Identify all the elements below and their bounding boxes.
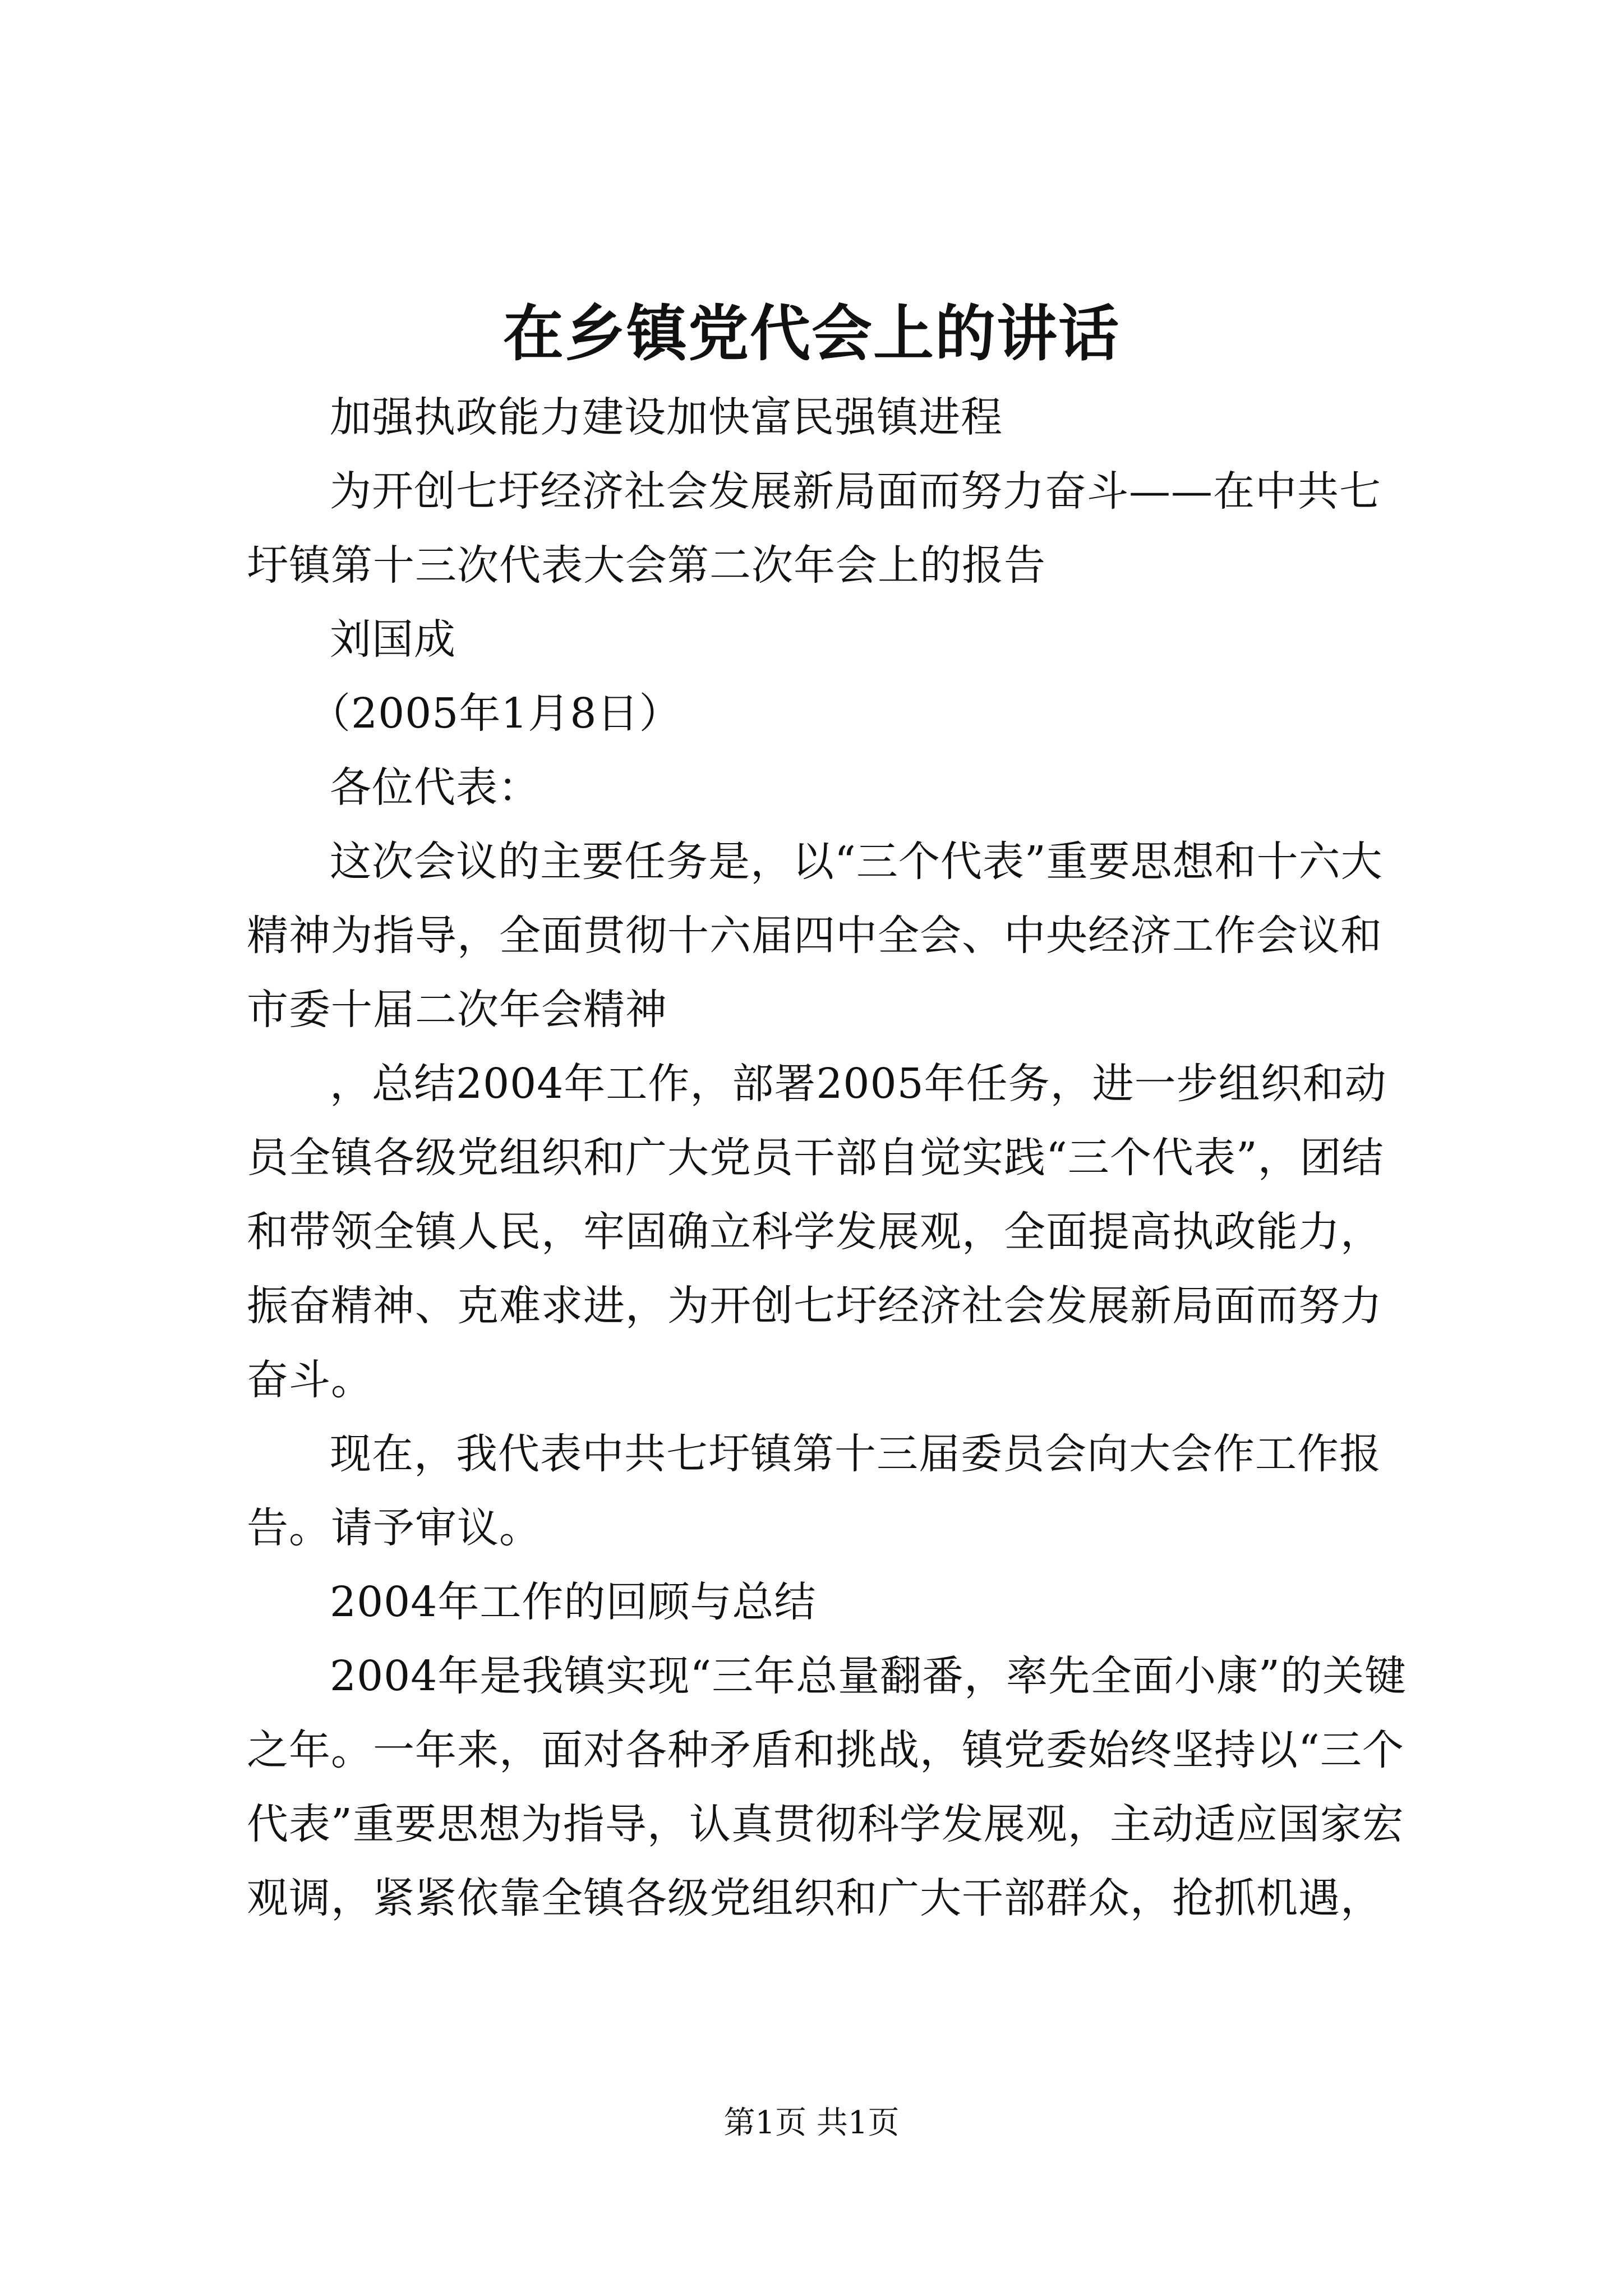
body-paragraph: ，总结2004年工作，部署2005年任务，进一步组织和动员全镇各级党组织和广大党员干部自觉实践“三个代表”，团结和带领全镇人民，牢固确立科学发展观，全面提高执政能力，振奋精神、克难求进，为开创七圩经济社会发展新局面而努力奋斗。	[247, 1060, 1387, 1404]
author-paragraph: 刘国成	[330, 615, 456, 664]
page-footer: 第1页 共1页	[723, 2105, 900, 2141]
report-heading-paragraph: 为开创七圩经济社会发展新局面而努力奋斗——在中共七圩镇第十三次代表大会第二次年会上的报告	[247, 467, 1381, 590]
body-paragraph: 这次会议的主要任务是，以“三个代表”重要思想和十六大精神为指导，全面贯彻十六届四中全会、中央经济工作会议和市委十届二次年会精神	[247, 838, 1383, 1034]
salutation-paragraph: 各位代表：	[330, 763, 540, 812]
section-heading-paragraph: 2004年工作的回顾与总结	[330, 1578, 817, 1626]
document-body	[247, 380, 1413, 1935]
date-paragraph: （2005年1月8日）	[309, 689, 681, 738]
document-title: 在乡镇党代会上的讲话	[502, 298, 1120, 369]
subtitle-paragraph: 加强执政能力建设加快富民强镇进程	[330, 393, 1003, 441]
body-paragraph: 现在，我代表中共七圩镇第十三届委员会向大会作工作报告。请予审议。	[247, 1430, 1381, 1552]
body-paragraph: 2004年是我镇实现“三年总量翻番，率先全面小康”的关键之年。一年来，面对各种矛盾和挑战，镇党委始终坚持以“三个代表”重要思想为指导，认真贯彻科学发展观，主动适应国家宏观调，紧紧依靠全镇各级党组织和广大干部群众，抢抓机遇，	[247, 1652, 1407, 1922]
